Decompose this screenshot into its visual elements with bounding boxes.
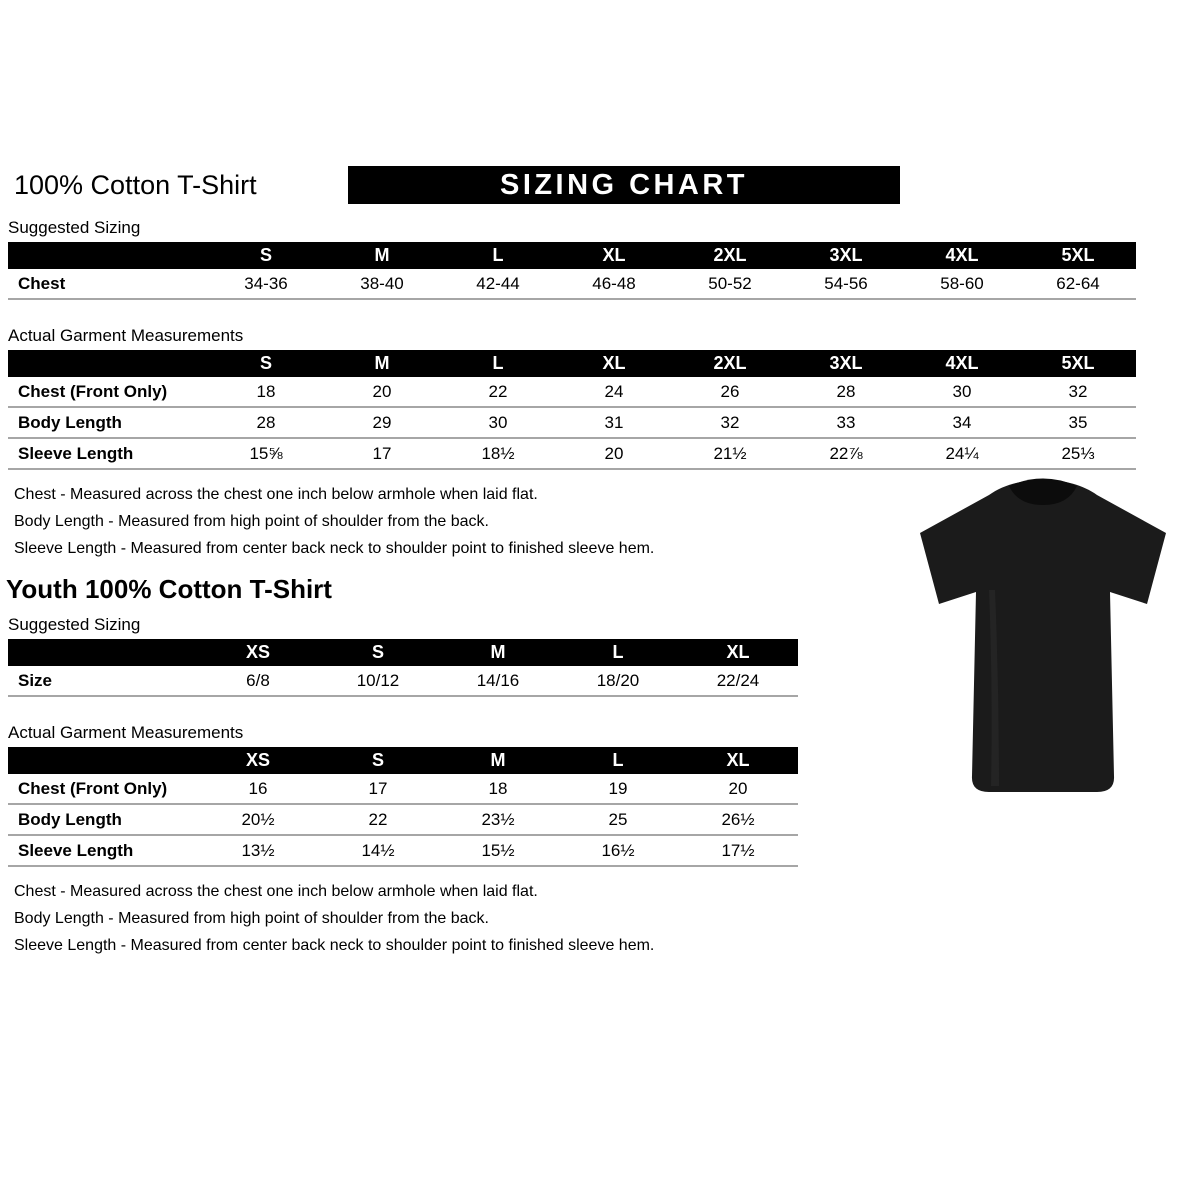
measurement-value-cell: 18/20 [558,666,678,696]
measurement-value-cell: 14/16 [438,666,558,696]
note-chest-definition: Chest - Measured across the chest one inch below armhole when laid flat. [14,486,538,503]
measurement-value-cell: 18 [208,377,324,407]
size-header-cell: 5XL [1020,242,1136,269]
measurement-value-cell: 42-44 [440,269,556,299]
note-sleeve-length-definition: Sleeve Length - Measured from center back neck to shoulder point to finished sleeve hem. [14,540,655,557]
measurement-value-cell: 18½ [440,438,556,469]
note-body-length-definition: Body Length - Measured from high point of shoulder from the back. [14,910,489,927]
measurement-value-cell: 28 [788,377,904,407]
measurement-value-cell: 15⅝ [208,438,324,469]
note-sleeve-length-definition: Sleeve Length - Measured from center back neck to shoulder point to finished sleeve hem. [14,937,655,954]
page-header [0,166,1200,208]
measurement-value-cell: 24 [556,377,672,407]
size-header-row [8,350,1136,377]
size-header-cell: S [318,639,438,666]
size-header-cell: 5XL [1020,350,1136,377]
measurement-row [8,666,798,696]
size-header-cell: M [324,242,440,269]
adult-suggested-sizing-label: Suggested Sizing [8,218,141,237]
row-label-cell: Chest (Front Only) [8,377,208,407]
youth-actual-measurements-table [8,747,798,867]
measurement-value-cell: 38-40 [324,269,440,299]
measurement-row [8,774,798,804]
black-tshirt-image [893,470,1193,818]
measurement-value-cell: 17½ [678,835,798,866]
measurement-value-cell: 24¼ [904,438,1020,469]
adult-actual-measurements-table [8,350,1136,470]
measurement-value-cell: 14½ [318,835,438,866]
measurement-value-cell: 25 [558,804,678,835]
tshirt-graphic [893,470,1193,818]
measurement-value-cell: 21½ [672,438,788,469]
size-header-cell: S [208,350,324,377]
size-header-cell: M [324,350,440,377]
measurement-value-cell: 31 [556,407,672,438]
size-header-cell: 2XL [672,242,788,269]
size-header-cell: XL [556,242,672,269]
size-header-cell: M [438,639,558,666]
measurement-value-cell: 22 [440,377,556,407]
measurement-value-cell: 34 [904,407,1020,438]
size-header-cell: S [318,747,438,774]
adult-suggested-sizing-table [8,242,1136,300]
row-label-cell: Size [8,666,198,696]
row-label-cell: Sleeve Length [8,835,198,866]
row-label-cell: Sleeve Length [8,438,208,469]
measurement-row [8,269,1136,299]
measurement-value-cell: 16 [198,774,318,804]
measurement-value-cell: 30 [440,407,556,438]
size-header-cell: S [208,242,324,269]
measurement-value-cell: 23½ [438,804,558,835]
size-header-cell: XL [556,350,672,377]
measurement-value-cell: 25⅓ [1020,438,1136,469]
measurement-value-cell: 19 [558,774,678,804]
size-header-cell: L [440,350,556,377]
youth-product-title: Youth 100% Cotton T-Shirt [6,574,332,604]
measurement-value-cell: 29 [324,407,440,438]
measurement-value-cell: 32 [672,407,788,438]
row-label-header-cell [8,639,198,666]
row-label-cell: Body Length [8,804,198,835]
measurement-value-cell: 17 [318,774,438,804]
measurement-value-cell: 18 [438,774,558,804]
youth-suggested-sizing-label: Suggested Sizing [8,615,141,634]
measurement-value-cell: 20½ [198,804,318,835]
measurement-value-cell: 17 [324,438,440,469]
adult-actual-measurements-label: Actual Garment Measurements [8,326,244,345]
measurement-value-cell: 46-48 [556,269,672,299]
measurement-row [8,438,1136,469]
measurement-value-cell: 32 [1020,377,1136,407]
note-body-length-definition: Body Length - Measured from high point of shoulder from the back. [14,513,489,530]
size-header-cell: 3XL [788,350,904,377]
measurement-value-cell: 58-60 [904,269,1020,299]
size-header-cell: L [440,242,556,269]
row-label-header-cell [8,350,208,377]
measurement-value-cell: 35 [1020,407,1136,438]
row-label-cell: Body Length [8,407,208,438]
measurement-row [8,835,798,866]
youth-measurement-notes [14,883,1200,955]
tshirt-body-shape [920,480,1166,792]
measurement-value-cell: 10/12 [318,666,438,696]
size-header-row [8,639,798,666]
size-header-cell: L [558,639,678,666]
measurement-value-cell: 28 [208,407,324,438]
size-header-cell: 2XL [672,350,788,377]
measurement-value-cell: 34-36 [208,269,324,299]
measurement-value-cell: 62-64 [1020,269,1136,299]
measurement-value-cell: 20 [678,774,798,804]
measurement-value-cell: 30 [904,377,1020,407]
measurement-value-cell: 15½ [438,835,558,866]
sizing-chart-banner: SIZING CHART [348,166,900,204]
row-label-cell: Chest [8,269,208,299]
measurement-row [8,407,1136,438]
size-header-cell: 4XL [904,350,1020,377]
measurement-row [8,377,1136,407]
row-label-cell: Chest (Front Only) [8,774,198,804]
measurement-value-cell: 54-56 [788,269,904,299]
size-header-cell: 3XL [788,242,904,269]
measurement-value-cell: 26 [672,377,788,407]
size-header-cell: XS [198,747,318,774]
measurement-value-cell: 20 [556,438,672,469]
youth-suggested-sizing-table [8,639,798,697]
size-header-cell: L [558,747,678,774]
note-chest-definition: Chest - Measured across the chest one inch below armhole when laid flat. [14,883,538,900]
measurement-value-cell: 13½ [198,835,318,866]
youth-actual-measurements-label: Actual Garment Measurements [8,723,244,742]
size-header-cell: 4XL [904,242,1020,269]
measurement-value-cell: 50-52 [672,269,788,299]
size-header-cell: XL [678,639,798,666]
size-header-row [8,747,798,774]
measurement-value-cell: 33 [788,407,904,438]
adult-product-title: 100% Cotton T-Shirt [14,170,257,200]
row-label-header-cell [8,747,198,774]
size-header-cell: XL [678,747,798,774]
size-header-cell: XS [198,639,318,666]
measurement-value-cell: 26½ [678,804,798,835]
measurement-value-cell: 22 [318,804,438,835]
measurement-value-cell: 22/24 [678,666,798,696]
measurement-value-cell: 6/8 [198,666,318,696]
size-header-row [8,242,1136,269]
measurement-value-cell: 16½ [558,835,678,866]
measurement-row [8,804,798,835]
row-label-header-cell [8,242,208,269]
size-header-cell: M [438,747,558,774]
measurement-value-cell: 22⅞ [788,438,904,469]
measurement-value-cell: 20 [324,377,440,407]
